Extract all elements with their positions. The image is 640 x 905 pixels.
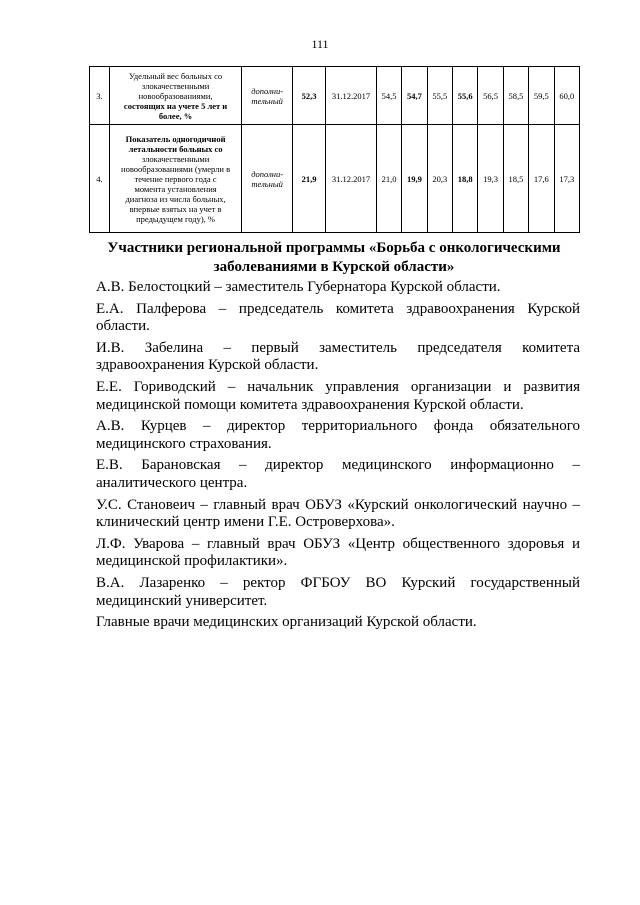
value-cell: 56,5 [478, 67, 503, 125]
participant-item: Л.Ф. Уварова – главный врач ОБУЗ «Центр общественного здоровья и медицинской профилактики». [96, 535, 580, 570]
participant-item: В.А. Лазаренко – ректор ФГБОУ ВО Курский государственный медицинский университет. [96, 574, 580, 609]
participant-item: Главные врачи медицинских организаций Курской области. [96, 614, 477, 631]
value-cell: 18,8 [453, 125, 478, 233]
row-number: 4. [90, 125, 110, 233]
indicator-name: Показатель одногодичной летальности больных со злокачественными новообразованиями (умерли в течение первого года с момента установления диагноза из числа больных, впервые взятых на учет в предыдущем году), % [109, 125, 241, 233]
indicator-type: дополни-тельный [242, 67, 293, 125]
indicators-table [89, 66, 580, 233]
indicator-type: дополни-тельный [242, 125, 293, 233]
value-cell: 17,3 [554, 125, 579, 233]
value-cell: 58,5 [503, 67, 528, 125]
value-cell: 55,6 [453, 67, 478, 125]
value-cell: 54,7 [402, 67, 427, 125]
value-cell: 21,0 [376, 125, 401, 233]
value-cell: 54,5 [376, 67, 401, 125]
participant-item: Е.Е. Гориводский – начальник управления организации и развития медицинской помощи комитета здравоохранения Курской области. [96, 378, 580, 413]
base-value: 21,9 [293, 125, 326, 233]
value-cell: 17,6 [529, 125, 554, 233]
base-date: 31.12.2017 [326, 125, 377, 233]
participant-item: А.В. Белостоцкий – заместитель Губернатора Курской области. [96, 279, 501, 295]
participants-list [96, 279, 580, 636]
base-date: 31.12.2017 [326, 67, 377, 125]
value-cell: 18,5 [503, 125, 528, 233]
participant-item: Е.А. Палферова – председатель комитета здравоохранения Курской области. [96, 300, 580, 335]
indicator-name: Удельный вес больных со злокачественными новообразованиями, состоящих на учете 5 лет и более, % [109, 67, 241, 125]
value-cell: 19,9 [402, 125, 427, 233]
participant-item: У.С. Становеич – главный врач ОБУЗ «Курский онкологический научно – клинический центр имени Г.Е. Островерхова». [96, 496, 580, 531]
base-value: 52,3 [293, 67, 326, 125]
section-title-line: заболеваниями в Курской области» [213, 259, 455, 275]
value-cell: 20,3 [427, 125, 452, 233]
section-title-line: Участники региональной программы «Борьба с онкологическими [107, 240, 561, 256]
value-cell: 19,3 [478, 125, 503, 233]
section-title [92, 239, 576, 277]
value-cell: 59,5 [529, 67, 554, 125]
participant-item: И.В. Забелина – первый заместитель председателя комитета здравоохранения Курской области. [96, 339, 580, 374]
table-row [90, 125, 580, 233]
value-cell: 60,0 [554, 67, 579, 125]
participant-item: Е.В. Барановская – директор медицинского информационно – аналитического центра. [96, 457, 580, 491]
participant-item: А.В. Курцев – директор территориального фонда обязательного медицинского страхования. [96, 418, 580, 452]
value-cell: 55,5 [427, 67, 452, 125]
table-row [90, 67, 580, 125]
row-number: 3. [90, 67, 110, 125]
page-number: 111 [311, 37, 329, 51]
